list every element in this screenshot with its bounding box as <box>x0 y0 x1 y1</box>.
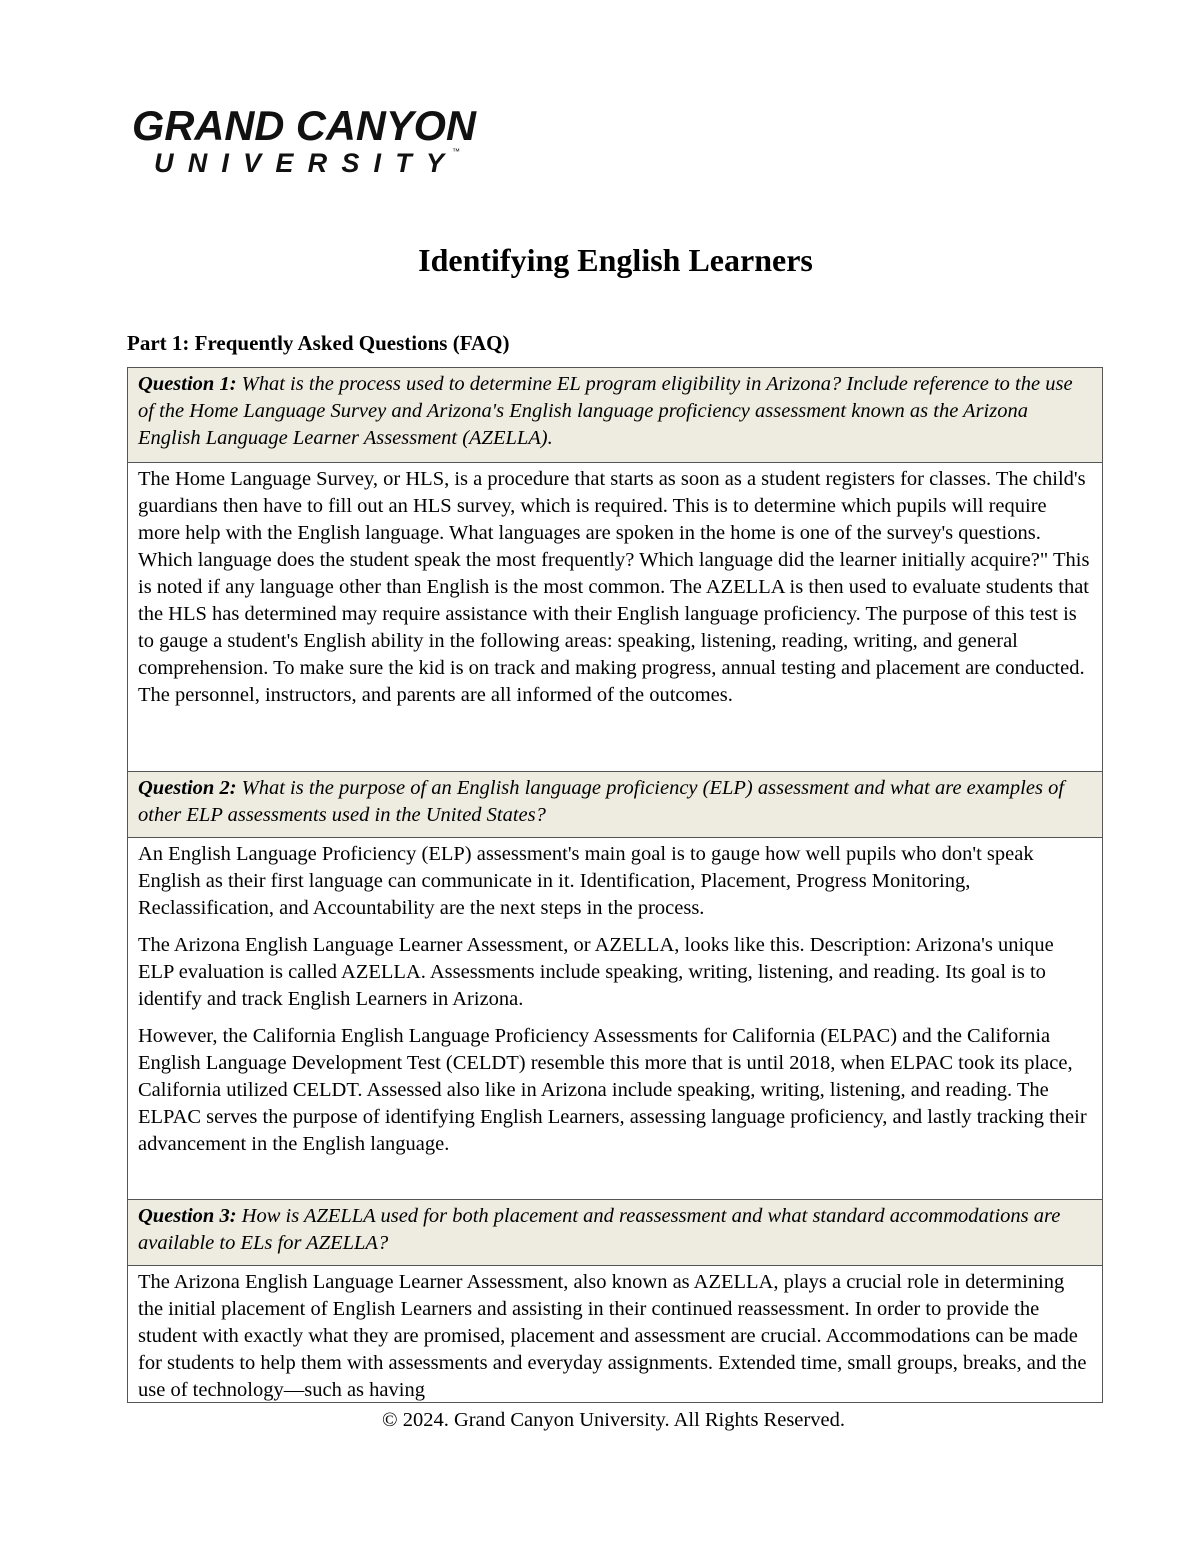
question-3-text: How is AZELLA used for both placement and reassessment and what standard accommodations are available to ELs for AZELLA? <box>138 1205 1061 1254</box>
question-1-label: Question 1: <box>138 373 237 395</box>
logo-line-2: UNIVERSITY <box>154 148 444 178</box>
logo-trademark: ™ <box>452 147 460 156</box>
answer-2-paragraph-2: The Arizona English Language Learner Assessment, or AZELLA, looks like this. Description: Arizona's unique ELP evaluation is called AZELLA. Assessments include speaking, writing, listening, and reading. Its goal is to identify and track English Learners in Arizona. <box>138 934 1054 1010</box>
question-3-cell <box>128 1200 1102 1266</box>
answer-2-cell <box>128 838 1102 1200</box>
logo-line-1: GRAND CANYON <box>132 102 478 149</box>
answer-2-paragraph-3: However, the California English Language Proficiency Assessments for California (ELPAC) and the California English Language Development Test (CELDT) resemble this more that is until 2018, when ELPAC took its place, California utilized CELDT. Assessed also like in Arizona include speaking, writing, listening, and reading. The ELPAC serves the purpose of identifying English Learners, assessing language proficiency, and lastly tracking their advancement in the English language. <box>138 1025 1087 1155</box>
document-title: Identifying English Learners <box>418 242 813 278</box>
question-1-cell <box>128 368 1102 463</box>
question-2-label: Question 2: <box>138 777 237 799</box>
answer-3-cell <box>128 1266 1102 1402</box>
question-2-cell <box>128 772 1102 838</box>
answer-1-paragraph-1: The Home Language Survey, or HLS, is a procedure that starts as soon as a student registers for classes. The child's guardians then have to fill out an HLS survey, which is required. This is to determine which pupils will require more help with the English language. What languages are spoken in the home is one of the survey's questions. Which language does the student speak the most frequently? Which language did the learner initially acquire?" This is noted if any language other than English is the most common. The AZELLA is then used to evaluate students that the HLS has determined may require assistance with their English language proficiency. The purpose of this test is to gauge a student's English ability in the following areas: speaking, listening, reading, writing, and general comprehension. To make sure the kid is on track and making progress, annual testing and placement are conducted. The personnel, instructors, and parents are all informed of the outcomes. <box>138 468 1090 706</box>
university-logo <box>130 100 490 180</box>
question-2-text: What is the purpose of an English language proficiency (ELP) assessment and what are examples of other ELP assessments used in the United States? <box>138 777 1065 826</box>
answer-2-paragraph-1: An English Language Proficiency (ELP) assessment's main goal is to gauge how well pupils who don't speak English as their first language can communicate in it. Identification, Placement, Progress Monitoring, Reclassification, and Accountability are the next steps in the process. <box>138 843 1034 919</box>
question-3-label: Question 3: <box>138 1205 237 1227</box>
question-1-text: What is the process used to determine EL program eligibility in Arizona? Include reference to the use of the Home Language Survey and Arizona's English language proficiency assessment known as the Arizona English Language Learner Assessment (AZELLA). <box>138 373 1073 449</box>
answer-3-paragraph-1: The Arizona English Language Learner Assessment, also known as AZELLA, plays a crucial role in determining the initial placement of English Learners and assisting in their continued reassessment. In order to provide the student with exactly what they are promised, placement and assessment are crucial. Accommodations can be made for students to help them with assessments and everyday assignments. Extended time, small groups, breaks, and the use of technology—such as having <box>138 1271 1087 1401</box>
part-heading: Part 1: Frequently Asked Questions (FAQ) <box>127 331 510 355</box>
faq-table <box>127 367 1103 1403</box>
answer-1-cell <box>128 463 1102 772</box>
copyright-footer: © 2024. Grand Canyon University. All Rights Reserved. <box>382 1409 845 1431</box>
